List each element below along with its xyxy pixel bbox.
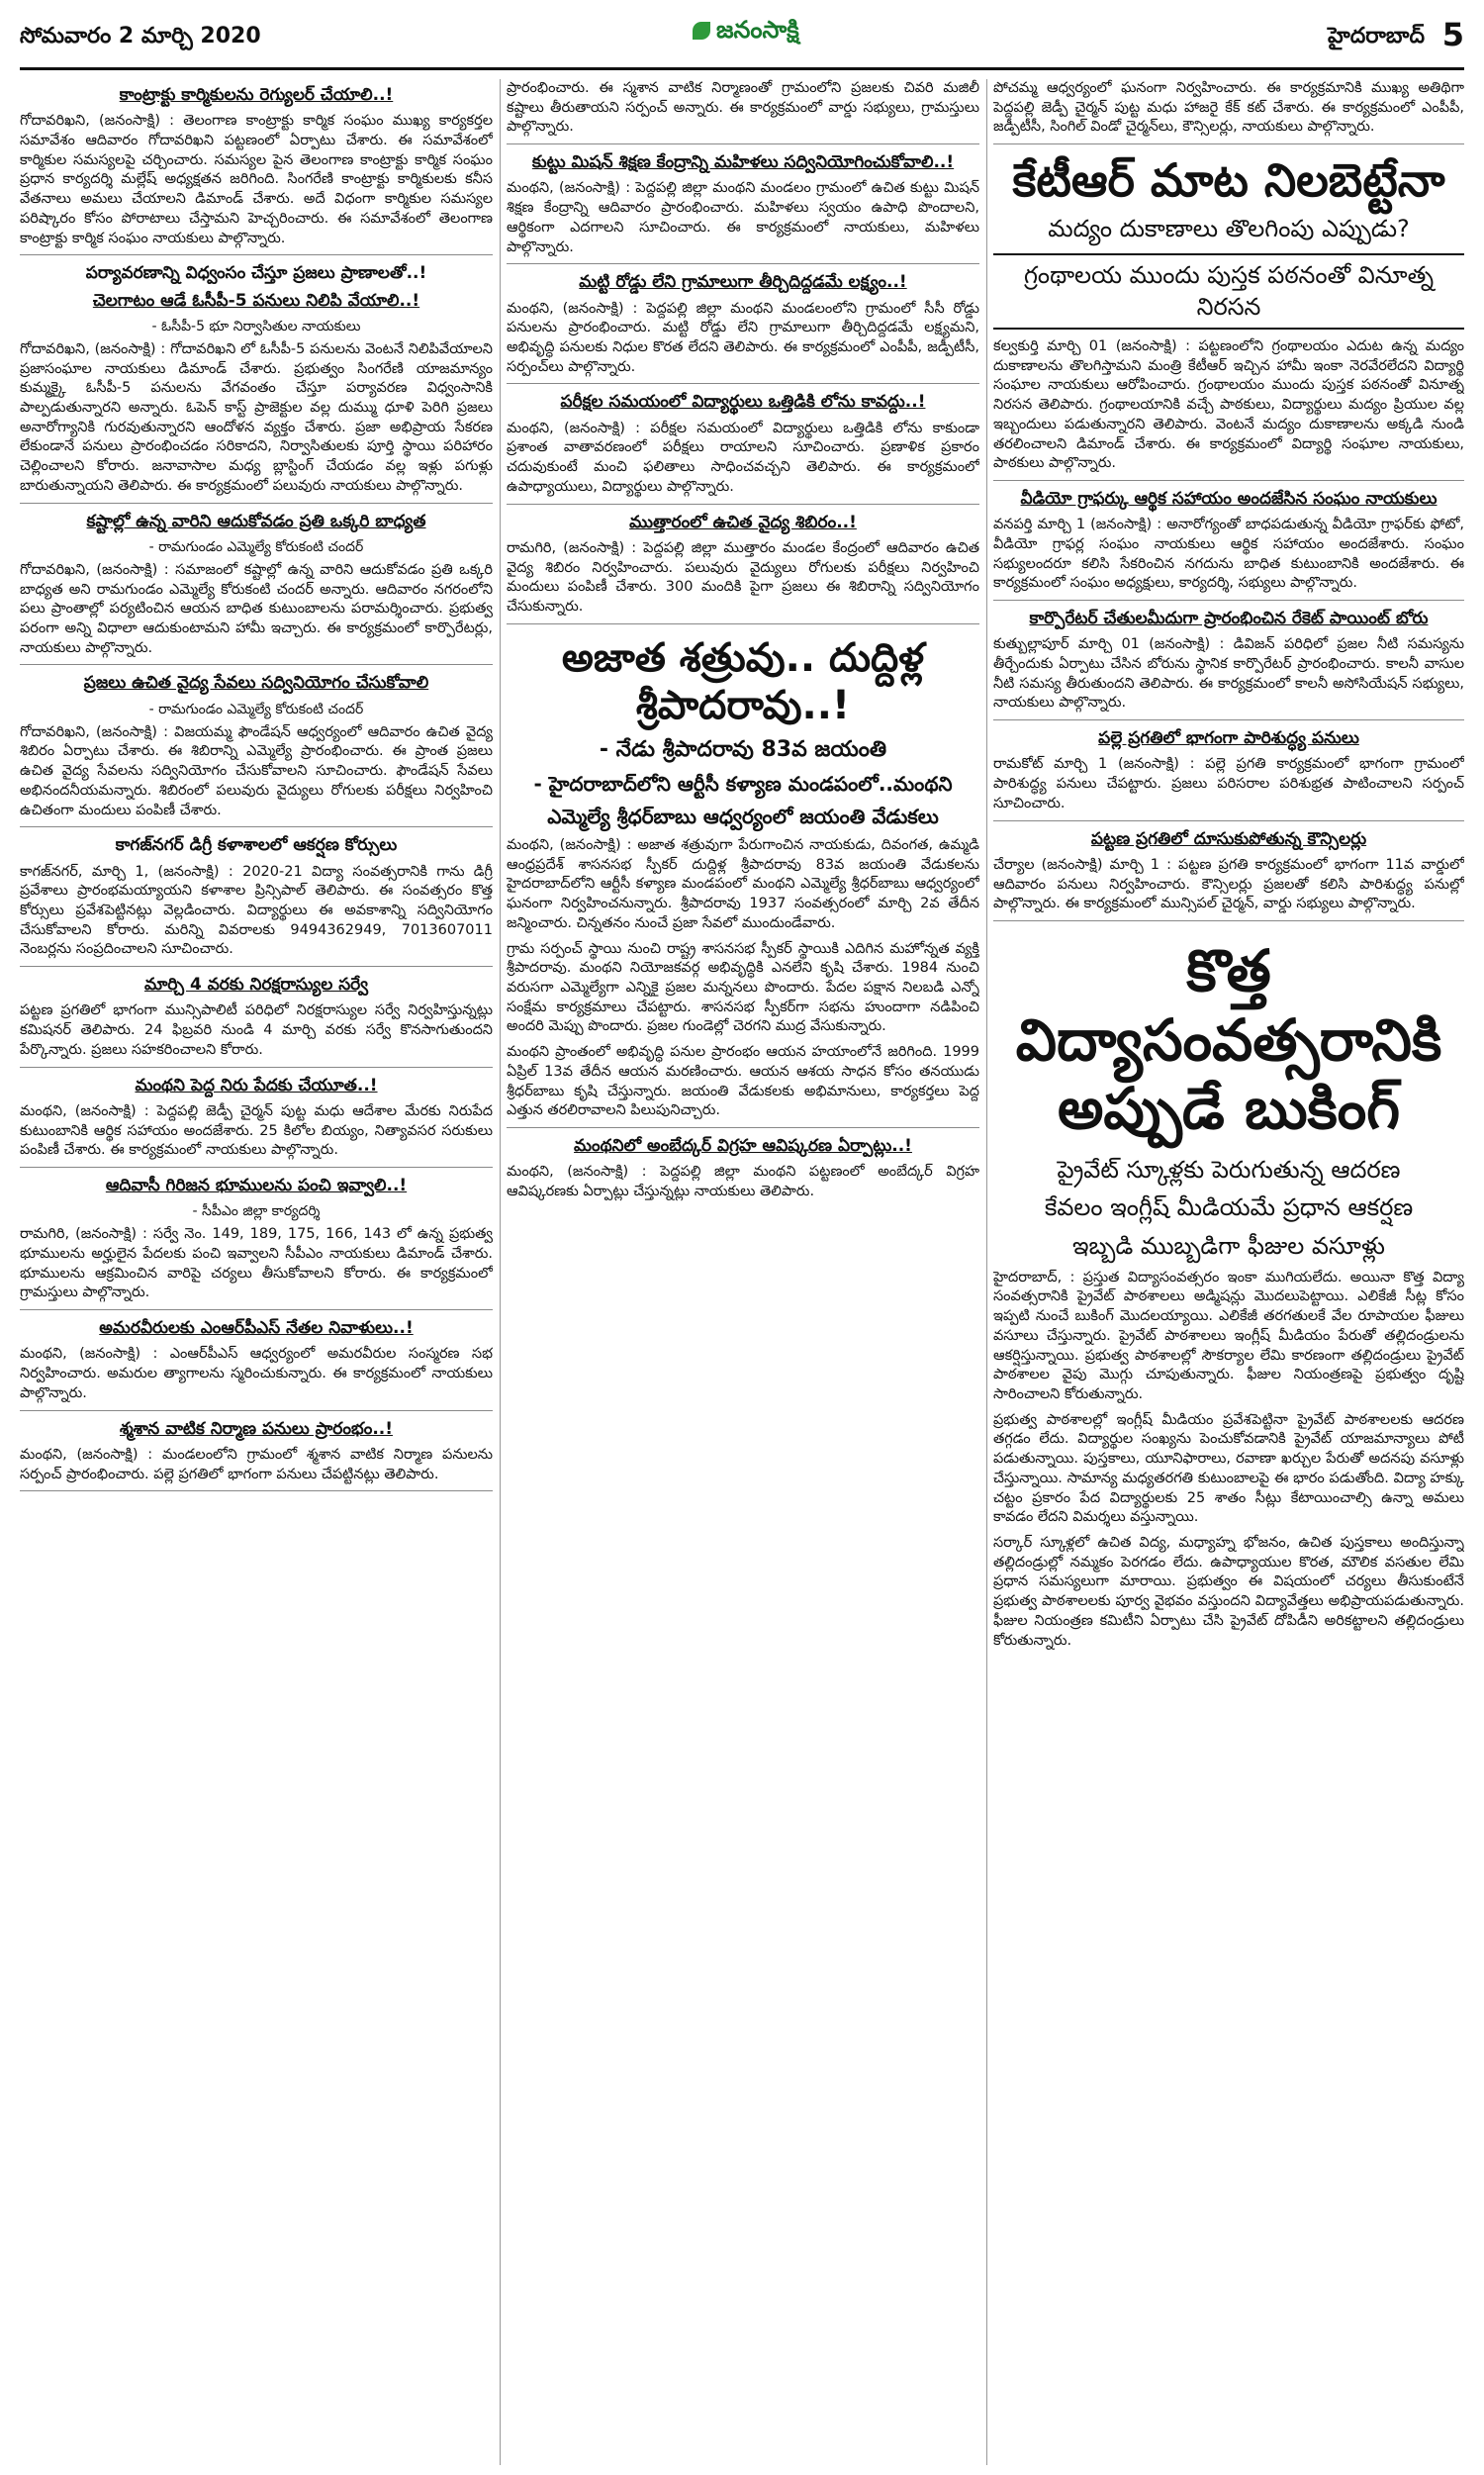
leaf-icon — [693, 22, 710, 40]
article-body: రామగిరి, (జనంసాక్షి) : పెద్దపల్లి జిల్లా ముత్తారం మండల కేంద్రంలో ఆదివారం ఉచిత వైద్య శిబిరం నిర్వహించారు. పలువురు వైద్యులు రోగులకు పరీక్షలు నిర్వహించి మందులు పంపిణీ చేశారు. 300 మందికి పైగా ప్రజలు ఈ శిబిరాన్ని సద్వినియోగం చేసుకున్నారు. — [507, 539, 979, 615]
article-body: గోదావరిఖని, (జనంసాక్షి) : తెలంగాణ కాంట్రాక్టు కార్మిక సంఘం ముఖ్య కార్యకర్తల సమావేశం ఆదివారం గోదావరిఖని పట్టణంలో ఏర్పాటు చేశారు. ఈ సమావేశంలో కార్మికుల సమస్యలపై చర్చించారు. సమస్యల పైన తెలంగాణ కాంట్రాక్టు కార్మిక సంఘం ప్రధాన కార్యదర్శి మల్లేష్ అధ్యక్షతన జరిగింది. సింగరేణి కాంట్రాక్టు కార్మికులకు కనీస వేతనాలు అమలు చేయాలని డిమాండ్ చేశారు. అదే విధంగా కార్మికుల సమస్యల పరిష్కారం కోసం పోరాటాలు చేస్తామని హెచ్చరించారు. ఈ సమావేశంలో తెలంగాణ కాంట్రాక్టు కార్మిక సంఘం నాయకులు పాల్గొన్నారు. — [20, 113, 493, 246]
masthead — [20, 10, 1464, 70]
article-headline: పట్టణ ప్రగతిలో దూసుకుపోతున్న కౌన్సిలర్లు — [1090, 828, 1367, 849]
article-body: సర్కార్ స్కూళ్లలో ఉచిత విద్య, మధ్యాహ్న భోజనం, ఉచిత పుస్తకాలు అందిస్తున్నా తల్లిదండ్రుల్లో నమ్మకం పెరగడం లేదు. ఉపాధ్యాయుల కొరత, మౌలిక వసతుల లేమి ప్రధాన సమస్యలుగా మారాయి. ప్రభుత్వం ఈ విషయంలో చర్యలు తీసుకుంటేనే ప్రభుత్వ పాఠశాలలకు పూర్వ వైభవం వస్తుందని విద్యావేత్తలు అభిప్రాయపడుతున్నారు. ఫీజుల నియంత్రణ కమిటీని ఏర్పాటు చేసి ప్రైవేట్ దోపిడీని అరికట్టాలని తల్లిదండ్రులు కోరుతున్నారు. — [993, 1535, 1464, 1649]
article-headline: కార్పొరేటర్ చేతులమీదుగా ప్రారంభించిన రేకెట్ పాయింట్ బోరు — [1029, 609, 1429, 629]
article-headline: ఆదివాసీ గిరిజన భూములను పంచి ఇవ్వాలి..! — [105, 1175, 408, 1195]
article-body: రామకోట్ మార్చి 1 (జనంసాక్షి) : పల్లె ప్రగతి కార్యక్రమంలో భాగంగా గ్రామంలో పారిశుద్ధ్య పనులు చేపట్టారు. ప్రజలు పరిసరాల పరిశుభ్రత పాటించాలని సర్పంచ్ సూచించారు. — [993, 756, 1464, 811]
article-headline: ప్రజలు ఉచిత వైద్య సేవలు సద్వినియోగం చేసుకోవాలి — [83, 673, 429, 694]
feature-article — [993, 154, 1464, 481]
feature-subheading: ఇబ్బడి ముబ్బడిగా ఫీజుల వసూళ్లు — [1072, 1232, 1385, 1261]
feature-headline: కొత్త విద్యాసంవత్సరానికి అప్పుడే బుకింగ్ — [1015, 937, 1442, 1143]
article-body: గ్రామ సర్పంచ్ స్థాయి నుంచి రాష్ట్ర శాసనసభ స్పీకర్ స్థాయికి ఎదిగిన మహోన్నత వ్యక్తి శ్రీపాదరావు. మంథని నియోజకవర్గ అభివృద్ధికి ఎనలేని కృషి చేశారు. 1984 నుంచి వరుసగా ఎమ్మెల్యేగా ఎన్నికై ప్రజల మన్ననలు పొందారు. పేదల పక్షాన నిలబడి ఎన్నో సంక్షేమ కార్యక్రమాలు చేపట్టారు. శాసనసభ స్పీకర్‌గా సభను హుందాగా నడిపించి అందరి మెప్పు పొందారు. ప్రజల గుండెల్లో చెరగని ముద్ర వేసుకున్నారు. — [507, 940, 979, 1035]
article-body: వనపర్తి మార్చి 1 (జనంసాక్షి) : అనారోగ్యంతో బాధపడుతున్న వీడియో గ్రాఫర్‌కు ఫోటో, వీడియో గ్రాఫర్ల సంఘం నాయకులు ఆర్థిక సహాయం అందజేశారు. సంఘం సభ్యులందరూ కలిసి సేకరించిన నగదును బాధిత కుటుంబానికి అందజేశారు. ఈ కార్యక్రమంలో సంఘం అధ్యక్షులు, కార్యదర్శి, సభ్యులు పాల్గొన్నారు. — [993, 517, 1464, 592]
article — [20, 1176, 493, 1310]
newspaper-logo — [693, 16, 799, 49]
feature-subheading: - నేడు శ్రీపాదరావు 83వ జయంతి — [599, 736, 887, 762]
issue-date: సోమవారం 2 మార్చి 2020 — [20, 24, 261, 48]
article-body: మంథని, (జనంసాక్షి) : పెద్దపల్లి జిల్లా మంథని పట్టణంలో అంబేద్కర్ విగ్రహ ఆవిష్కరణకు ఏర్పాట్లు చేస్తున్నట్లు నాయకులు తెలిపారు. — [507, 1164, 979, 1199]
page-number: 5 — [1441, 16, 1464, 53]
feature-article — [507, 634, 979, 1128]
article — [20, 1076, 493, 1168]
article — [993, 489, 1464, 601]
column-2 — [507, 79, 979, 2465]
article-body: మంథని, (జనంసాక్షి) : ఎంఆర్‌పీఎస్ ఆధ్వర్యంలో అమరవీరుల సంస్మరణ సభ నిర్వహించారు. అమరుల త్యాగాలను స్మరించుకున్నారు. ఈ కార్యక్రమంలో నాయకులు పాల్గొన్నారు. — [20, 1346, 493, 1401]
article — [20, 673, 493, 827]
edition-city: హైదరాబాద్ — [1328, 24, 1425, 48]
article — [507, 152, 979, 264]
column-rule — [500, 79, 501, 2465]
article-headline: మంథనిలో అంబేద్కర్ విగ్రహ ఆవిష్కరణ ఏర్పాట్లు..! — [574, 1136, 912, 1156]
article-body: పోచమ్మ ఆధ్వర్యంలో ఘనంగా నిర్వహించారు. ఈ కార్యక్రమానికి ముఖ్య అతిథిగా పెద్దపల్లి జెడ్పీ చైర్మన్ పుట్ట మధు హాజరై కేక్ కట్ చేశారు. ఈ కార్యక్రమంలో ఎంపీపీ, జడ్పీటీసీ, సింగిల్ విండో చైర్మన్‌లు, కౌన్సిలర్లు, నాయకులు పాల్గొన్నారు. — [993, 80, 1464, 136]
article-headline: మార్చి 4 వరకు నిరక్షరాస్యుల సర్వే — [143, 975, 369, 996]
article-body: ప్రభుత్వ పాఠశాలల్లో ఇంగ్లీష్ మీడియం ప్రవేశపెట్టినా ప్రైవేట్ పాఠశాలలకు ఆదరణ తగ్గడం లేదు. విద్యార్థుల సంఖ్యను పెంచుకోవడానికి ప్రైవేట్ యాజమాన్యాలు పోటీ పడుతున్నాయి. పుస్తకాలు, యూనిఫారాలు, రవాణా ఖర్చుల పేరుతో అదనపు వసూళ్లు చేస్తున్నాయి. సామాన్య మధ్యతరగతి కుటుంబాలపై ఈ భారం పడుతోంది. విద్యా హక్కు చట్టం ప్రకారం పేద విద్యార్థులకు 25 శాతం సీట్లు కేటాయించాల్సి ఉన్నా అమలు కావడం లేదని విమర్శలు వస్తున్నాయి. — [993, 1411, 1464, 1526]
article — [993, 829, 1464, 921]
article-body: పట్టణ ప్రగతిలో భాగంగా మున్సిపాలిటీ పరిధిలో నిరక్షరాస్యుల సర్వే నిర్వహిస్తున్నట్లు కమిషనర్ తెలిపారు. 24 ఫిబ్రవరి నుండి 4 మార్చి వరకు సర్వే కొనసాగుతుందని పేర్కొన్నారు. ప్రజలు సహకరించాలని కోరారు. — [20, 1002, 493, 1058]
article-body: కల్వకుర్తి మార్చి 01 (జనంసాక్షి) : పట్టణంలోని గ్రంథాలయం ఎదుట ఉన్న మద్యం దుకాణాలను తొలగిస్తామని మంత్రి కేటీఆర్ ఇచ్చిన హామీ ఇంకా నెరవేరలేదని విద్యార్థి సంఘాల నాయకులు ఆరోపించారు. గ్రంథాలయం ముందు పుస్తక పఠనంతో వినూత్న నిరసన తెలిపారు. గ్రంథాలయానికి వచ్చే పాఠకులు, విద్యార్థులు మద్యం ప్రియుల వల్ల ఇబ్బందులు పడుతున్నారని తెలిపారు. వెంటనే మద్యం దుకాణాలను అక్కడి నుండి తరలించాలని డిమాండ్ చేశారు. ఈ కార్యక్రమంలో విద్యార్థి సంఘాల నాయకులు, పాఠకులు పాల్గొన్నారు. — [993, 337, 1464, 472]
article-body: హైదరాబాద్, : ప్రస్తుత విద్యాసంవత్సరం ఇంకా ముగియలేదు. అయినా కొత్త విద్యా సంవత్సరానికి ప్రైవేట్ పాఠశాలలు అడ్మిషన్లు మొదలుపెట్టాయి. ఎలికేజీ సీట్ల కోసం ఇప్పటి నుంచే బుకింగ్ మొదలయ్యాయి. ఎలికేజీ తరగతులకే వేల రూపాయల ఫీజులు వసూలు చేస్తున్నారు. ప్రైవేట్ పాఠశాలలు ఇంగ్లీష్ మీడియం పేరుతో తల్లిదండ్రులను ఆకర్షిస్తున్నాయి. ప్రభుత్వ పాఠశాలల్లో సౌకర్యాల లేమి కారణంగా తల్లిదండ్రులు ప్రైవేట్ పాఠశాలల వైపు మొగ్గు చూపుతున్నారు. ఫీజుల నియంత్రణపై ప్రభుత్వం దృష్టి సారించాలని కోరుతున్నారు. — [993, 1269, 1464, 1402]
feature-subheading: కేవలం ఇంగ్లీష్ మీడియమే ప్రధాన ఆకర్షణ — [1044, 1193, 1414, 1222]
feature-subheading: మద్యం దుకాణాలు తొలగింపు ఎప్పుడు? — [1048, 215, 1410, 243]
article — [993, 728, 1464, 820]
article-body: గోదావరిఖని, (జనంసాక్షి) : సమాజంలో కష్టాల్లో ఉన్న వారిని ఆదుకోవడం ప్రతి ఒక్కరి బాధ్యత అని రామగుండం ఎమ్మెల్యే కోరుకంటి చందర్ అన్నారు. ఆదివారం నగరంలోని పలు ప్రాంతాల్లో పర్యటించిన ఆయన బాధిత కుటుంబాలను పరామర్శించారు. ప్రభుత్వ పరంగా అన్ని విధాలా ఆదుకుంటామని హామీ ఇచ్చారు. ఈ కార్యక్రమంలో కార్పొరేటర్లు, నాయకులు పాల్గొన్నారు. — [20, 561, 493, 656]
article-body: మంథని ప్రాంతంలో అభివృద్ధి పనుల ప్రారంభం ఆయన హయాంలోనే జరిగింది. 1999 ఏప్రిల్ 13వ తేదీన ఆయన మరణించారు. ఆయన ఆశయ సాధన కోసం తనయుడు శ్రీధర్‌బాబు కృషి చేస్తున్నారు. జయంతి వేడుకలకు అభిమానులు, కార్యకర్తలు పెద్ద ఎత్తున తరలిరావాలని పిలుపునిచ్చారు. — [507, 1044, 979, 1119]
article — [20, 1419, 493, 1492]
feature-subheading: ఎమ్మెల్యే శ్రీధర్‌బాబు ఆధ్వర్యంలో జయంతి వేడుకలు — [547, 804, 939, 828]
article-headline: శ్మశాన వాటిక నిర్మాణ పనులు ప్రారంభం..! — [120, 1418, 393, 1439]
article-continuation — [507, 79, 979, 144]
article — [507, 392, 979, 504]
article-headline: వీడియో గ్రాఫర్కు ఆర్థిక సహాయం అందజేసిన సంఘం నాయకులు — [1020, 488, 1438, 509]
article-body: మంథని, (జనంసాక్షి) : పెద్దపల్లి జెడ్పీ చైర్మన్ పుట్ట మధు ఆదేశాల మేరకు నిరుపేద కుటుంబానికి ఆర్థిక సహాయం అందజేశారు. 25 కిలోల బియ్యం, నిత్యావసర సరుకులు పంపిణీ చేశారు. ఈ కార్యక్రమంలో నాయకులు పాల్గొన్నారు. — [20, 1102, 493, 1159]
article-headline: కుట్టు మిషన్ శిక్షణ కేంద్రాన్ని మహిళలు సద్వినియోగించుకోవాలి..! — [531, 152, 955, 173]
article — [20, 85, 493, 255]
article-body: చేర్యాల (జనంసాక్షి) మార్చి 1 : పట్టణ ప్రగతి కార్యక్రమంలో భాగంగా 11వ వార్డులో ఆదివారం పనులు నిర్వహించారు. కౌన్సిలర్లు ప్రజలతో కలిసి పారిశుద్ధ్య పనుల్లో పాల్గొన్నారు. ఈ కార్యక్రమంలో మున్సిపల్ చైర్మన్, వార్డు సభ్యులు పాల్గొన్నారు. — [993, 856, 1464, 912]
article-continuation — [993, 79, 1464, 144]
feature-subheading: ప్రైవేట్ స్కూళ్లకు పెరుగుతున్న ఆదరణ — [1057, 1155, 1401, 1184]
feature-subheading: - హైదరాబాద్‌లోని ఆర్టీసీ కళ్యాణ మండపంలో..మంథని — [533, 771, 953, 796]
feature-headline: కేటీఆర్ మాట నిలబెట్టేనా — [1012, 153, 1445, 208]
article-headline: పల్లె ప్రగతిలో భాగంగా పారిశుద్ధ్య పనులు — [1098, 728, 1359, 749]
article-body: మంథని, (జనంసాక్షి) : పెద్దపల్లి జిల్లా మంథని మండలం గ్రామంలో ఉచిత కుట్టు మిషన్ శిక్షణ కేంద్రాన్ని ఆదివారం ప్రారంభించారు. మహిళలు స్వయం ఉపాధి పొందాలని, ఆర్థికంగా ఎదగాలని సూచించారు. ఈ కార్యక్రమంలో నాయకులు, మహిళలు పాల్గొన్నారు. — [507, 180, 979, 255]
article-byline: - రామగుండం ఎమ్మెల్యే కోరుకంటి చందర్ — [148, 701, 364, 717]
article-body: కుత్బుల్లాపూర్ మార్చి 01 (జనంసాక్షి) : డివిజన్ పరిధిలో ప్రజల నీటి సమస్యను తీర్చేందుకు ఏర్పాటు చేసిన బోరును స్థానిక కార్పొరేటర్ ప్రారంభించారు. కాలనీ వాసుల నీటి సమస్య తీరుతుందని తెలిపారు. ఈ కార్యక్రమంలో కాలనీ అసోసియేషన్ సభ్యులు, నాయకులు పాల్గొన్నారు. — [993, 636, 1464, 712]
feature-headline: అజాత శత్రువు.. దుద్దిళ్ల శ్రీపాదరావు..! — [561, 634, 925, 728]
article-byline: - ఓసీపీ-5 భూ నిర్వాసితుల నాయకులు — [151, 318, 361, 334]
article — [20, 835, 493, 967]
article — [993, 609, 1464, 720]
article-body: మంథని, (జనంసాక్షి) : పెద్దపల్లి జిల్లా మంథని మండలంలోని గ్రామంలో సీసీ రోడ్డు పనులను ప్రారంభించారు. మట్టి రోడ్డు లేని గ్రామాలుగా తీర్చిదిద్దడమే లక్ష్యమని, అభివృద్ధి పనులకు నిధుల కొరత లేదని తెలిపారు. ఈ కార్యక్రమంలో ఎంపీపీ, జడ్పీటీసీ, సర్పంచ్‌లు పాల్గొన్నారు. — [507, 300, 979, 375]
column-rule — [986, 79, 987, 2465]
article-body: గోదావరిఖని, (జనంసాక్షి) : విజయమ్మ ఫౌండేషన్ ఆధ్వర్యంలో ఆదివారం ఉచిత వైద్య శిబిరం ఏర్పాటు చేశారు. ఈ శిబిరాన్ని ఎమ్మెల్యే ప్రారంభించారు. ఈ ప్రాంత ప్రజలు ఉచిత వైద్య సేవలను సద్వినియోగం చేసుకోవాలని సూచించారు. ఫౌండేషన్ సేవలు అభినందనీయమన్నారు. శిబిరంలో పలువురు వైద్యులు రోగులకు పరీక్షలు నిర్వహించి ఉచితంగా మందులు పంపిణీ చేశారు. — [20, 723, 493, 818]
article-body: రామగిరి, (జనంసాక్షి) : సర్వే నెం. 149, 189, 175, 166, 143 లో ఉన్న ప్రభుత్వ భూములను అర్హులైన పేదలకు పంచి ఇవ్వాలని సీపీఎం నాయకులు డిమాండ్ చేశారు. భూములను ఆక్రమించిన వారిపై చర్యలు తీసుకోవాలని కోరారు. ఈ కార్యక్రమంలో గ్రామస్తులు పాల్గొన్నారు. — [20, 1226, 493, 1301]
article-headline: అమరవీరులకు ఎంఆర్‌పీఎస్ నేతల నివాళులు..! — [99, 1318, 414, 1339]
article-body: కాగజ్‌నగర్, మార్చి 1, (జనంసాక్షి) : 2020-21 విద్యా సంవత్సరానికి గాను డిగ్రీ ప్రవేశాలు ప్రారంభమయ్యాయని కళాశాల ప్రిన్సిపాల్ తెలిపారు. ఈ సంవత్సరం కొత్త కోర్సులు ప్రవేశపెట్టినట్లు వెల్లడించారు. విద్యార్థులు ఈ అవకాశాన్ని సద్వినియోగం చేసుకోవాలని కోరారు. మరిన్ని వివరాలకు 9494362949, 7013607011 నెంబర్లను సంప్రదించాలని సూచించారు. — [20, 863, 493, 958]
article-byline: - రామగుండం ఎమ్మెల్యే కోరుకంటి చందర్ — [148, 538, 364, 555]
column-1 — [20, 79, 493, 2465]
article — [20, 975, 493, 1067]
article-headline: మట్టి రోడ్డు లేని గ్రామాలుగా తీర్చిదిద్దడమే లక్ష్యం..! — [579, 272, 907, 293]
article — [20, 512, 493, 666]
article-body: మంథని, (జనంసాక్షి) : పరీక్షల సమయంలో విద్యార్థులు ఒత్తిడికి లోను కాకుండా ప్రశాంత వాతావరణంలో పరీక్షలు రాయాలని సూచించారు. ప్రణాళిక ప్రకారం చదువుకుంటే మంచి ఫలితాలు సాధించవచ్చని తెలిపారు. ఈ కార్యక్రమంలో ఉపాధ్యాయులు, విద్యార్థులు పాల్గొన్నారు. — [507, 420, 979, 495]
article-headline: పరీక్షల సమయంలో విద్యార్థులు ఒత్తిడికి లోను కావద్దు..! — [560, 392, 926, 413]
article-body: గోదావరిఖని, (జనంసాక్షి) : గోదావరిఖని లో ఓసీపీ-5 పనులను వెంటనే నిలిపివేయాలని ప్రజాసంఘాల నాయకులు డిమాండ్ చేశారు. ప్రభుత్వం సింగరేణి యాజమాన్యం కుమ్మక్కై ఓసీపీ-5 పనులను వేగవంతం చేస్తూ పర్యావరణ విధ్వంసానికి పాల్పడుతున్నారని అన్నారు. ఓపెన్ కాస్ట్ ప్రాజెక్టుల వల్ల దుమ్ము ధూళి పెరిగి ప్రజలు అనారోగ్యానికి గురవుతున్నారని ఆందోళన వ్యక్తం చేశారు. ప్రజా అభిప్రాయ సేకరణ లేకుండానే పనులు ప్రారంభించడం సరికాదని, నిర్వాసితులకు పూర్తి స్థాయి పరిహారం చెల్లించాలని కోరారు. జనావాసాల మధ్య బ్లాస్టింగ్ చేయడం వల్ల ఇళ్లు పగుళ్లు బారుతున్నాయని తెలిపారు. ఈ కార్యక్రమంలో పలువురు నాయకులు పాల్గొన్నారు. — [20, 340, 493, 494]
article-body: మంథని, (జనంసాక్షి) : మండలంలోని గ్రామంలో శ్మశాన వాటిక నిర్మాణ పనులను సర్పంచ్ ప్రారంభించారు. పల్లె ప్రగతిలో భాగంగా పనులు చేపట్టినట్లు తెలిపారు. — [20, 1446, 493, 1482]
article-headline: పర్యావరణాన్ని విధ్వంసం చేస్తూ ప్రజలు ప్రాణాలతో..! — [85, 263, 427, 284]
article-body: ప్రారంభించారు. ఈ స్మశాన వాటిక నిర్మాణంతో గ్రామంలోని ప్రజలకు చివరి మజిలీ కష్టాలు తీరుతాయని సర్పంచ్ అన్నారు. ఈ కార్యక్రమంలో వార్డు సభ్యులు, గ్రామస్తులు పాల్గొన్నారు. — [507, 80, 979, 136]
article-headline: కాగజ్‌నగర్ డిగ్రీ కళాశాలలో ఆకర్షణ కోర్సులు — [115, 835, 398, 856]
article-byline: - సీపీఎం జిల్లా కార్యదర్శి — [192, 1203, 321, 1220]
article — [507, 513, 979, 624]
article-headline: ముత్తారంలో ఉచిత వైద్య శిబిరం..! — [629, 512, 857, 532]
article — [507, 1136, 979, 1208]
feature-subheading: గ్రంథాలయ ముందు పుస్తక పఠనంతో వినూత్న నిరసన — [993, 253, 1464, 330]
article-headline: మంథని పెద్ద నిరు పేదకు చేయూత..! — [135, 1075, 378, 1095]
article-headline-line2: చెలగాటం ఆడే ఓసీపీ-5 పనులు నిలిపి వేయాలి..! — [92, 290, 420, 311]
logo-text: జనంసాక్షి — [716, 16, 799, 44]
article-headline: కష్టాల్లో ఉన్న వారిని ఆదుకోవడం ప్రతి ఒక్కరి బాధ్యత — [86, 511, 426, 531]
feature-article — [993, 937, 1464, 1657]
article — [20, 1318, 493, 1410]
article — [20, 263, 493, 503]
article-headline: కాంట్రాక్టు కార్మికులను రెగ్యులర్ చేయాలి..! — [119, 85, 394, 105]
column-3 — [993, 79, 1464, 2465]
article-body: మంథని, (జనంసాక్షి) : అజాత శత్రువుగా పేరుగాంచిన నాయకుడు, దివంగత, ఉమ్మడి ఆంధ్రప్రదేశ్ శాసనసభ స్పీకర్ దుద్దిళ్ల శ్రీపాదరావు 83వ జయంతి వేడుకలను హైదరాబాద్‌లోని ఆర్టీసీ కళ్యాణ మండపంలో మంథని ఎమ్మెల్యే శ్రీధర్‌బాబు ఆధ్వర్యంలో ఘనంగా నిర్వహించనున్నారు. శ్రీపాదరావు 1937 సంవత్సరంలో మార్చి 2వ తేదీన జన్మించారు. చిన్నతనం నుంచే ప్రజా సేవలో ముందుండేవారు. — [507, 836, 979, 931]
article — [507, 272, 979, 384]
